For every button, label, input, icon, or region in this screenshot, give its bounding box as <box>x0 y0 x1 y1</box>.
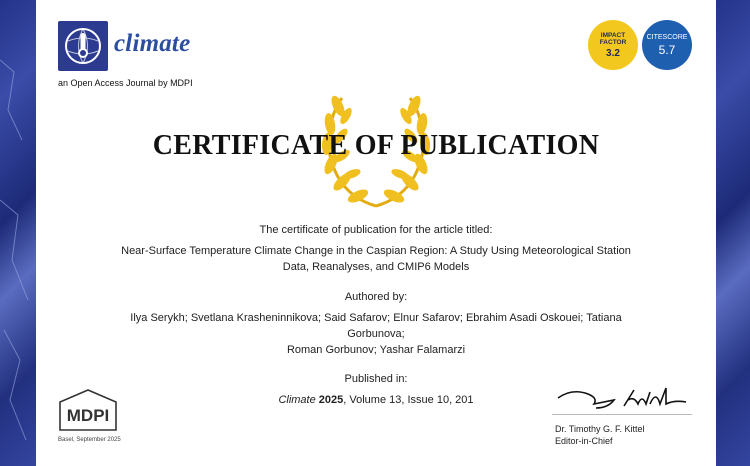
volume-issue: , Volume 13, Issue 10, 201 <box>343 394 474 406</box>
authored-by-label: Authored by: <box>344 291 408 303</box>
cite-value: 5.7 <box>658 42 676 57</box>
impact-factor-badge <box>588 20 638 70</box>
thermometer-globe-icon <box>58 21 108 71</box>
editor-name: Dr. Timothy G. F. Kittel <box>555 424 645 434</box>
publisher-logo-text: MDPI <box>66 406 110 425</box>
mdpi-logo-icon <box>58 388 118 432</box>
authors-line-1: Ilya Serykh; Svetlana Krasheninnikova; Said Safarov; Elnur Safarov; Ebrahim Asadi Oskouei; Tatiana <box>130 312 622 324</box>
editor-role: Editor-in-Chief <box>555 436 613 446</box>
journal-italic-name: Climate <box>278 394 316 406</box>
journal-logo-icon <box>58 21 108 71</box>
signature-line <box>552 414 692 415</box>
authors-line-2: Gorbunova; <box>347 328 405 340</box>
impact-label-2: FACTOR <box>599 38 627 46</box>
article-title-line-2: Data, Reanalyses, and CMIP6 Models <box>282 261 470 273</box>
certificate-page <box>36 0 716 466</box>
journal-tagline: an Open Access Journal by MDPI <box>58 78 193 88</box>
published-in-label: Published in: <box>344 373 408 385</box>
certificate-intro: The certificate of publication for the article titled: <box>259 224 493 236</box>
editor-block <box>555 423 645 447</box>
impact-label-1: IMPACT <box>600 31 626 39</box>
article-title-line-1: Near-Surface Temperature Climate Change in the Caspian Region: A Study Using Meteorological Station <box>121 245 631 257</box>
journal-name: climate <box>114 30 191 57</box>
right-decorative-border <box>716 0 750 466</box>
place-date: Basel, September 2025 <box>58 437 121 443</box>
left-decorative-border <box>0 0 36 466</box>
authors-line-3: Roman Gorbunov; Yashar Falamarzi <box>286 344 466 356</box>
publication-year: 2025 <box>318 394 344 406</box>
signature-image <box>554 382 694 414</box>
cite-label: CITESCORE <box>646 33 688 41</box>
impact-value: 3.2 <box>606 47 620 59</box>
certificate-title: CERTIFICATE OF PUBLICATION <box>152 130 600 161</box>
citescore-badge <box>642 20 692 70</box>
crack-pattern-left <box>0 0 36 466</box>
